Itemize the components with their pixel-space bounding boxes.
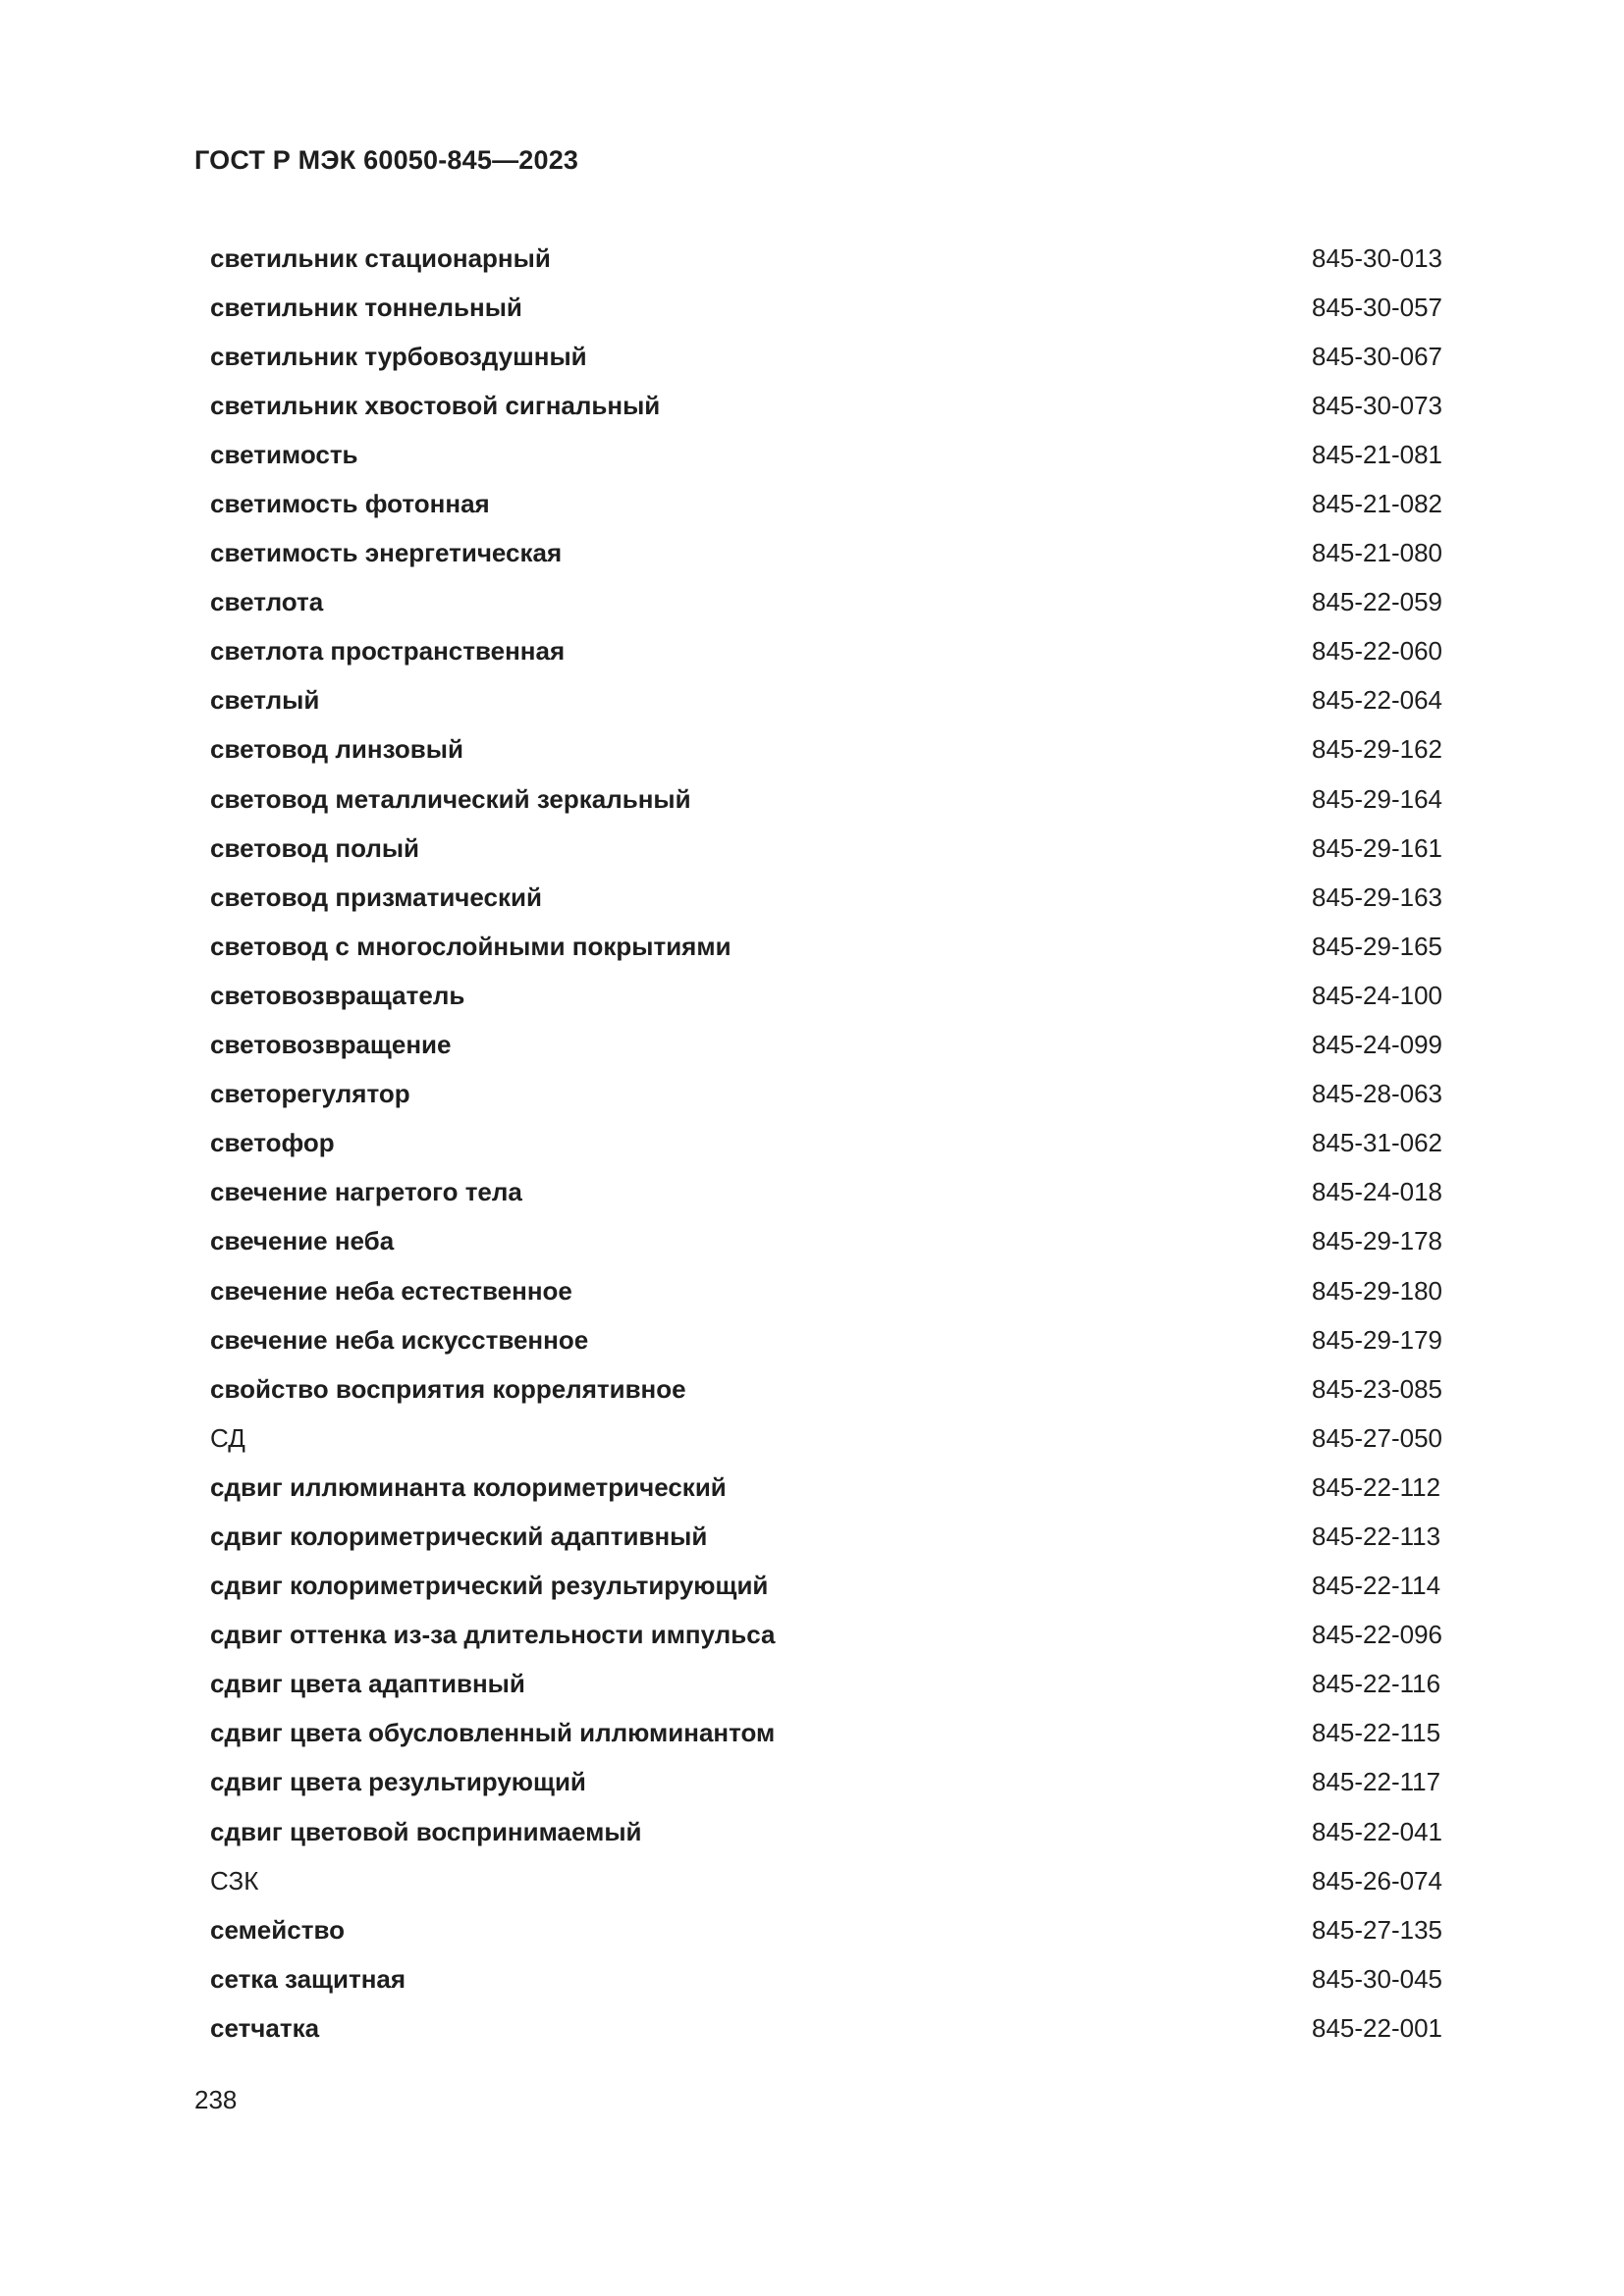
index-term: сдвиг колориметрический адаптивный (210, 1521, 708, 1551)
index-code: 845-29-163 (1312, 881, 1442, 912)
index-row (210, 824, 1449, 873)
index-term: светимость фотонная (210, 489, 490, 519)
index-row (210, 578, 1449, 627)
index-code: 845-30-013 (1312, 242, 1442, 273)
page-number: 238 (194, 2085, 238, 2114)
index-row (210, 479, 1449, 528)
index-code: 845-21-082 (1312, 489, 1442, 519)
index-code: 845-30-067 (1312, 341, 1442, 371)
index-term: световод металлический зеркальный (210, 783, 691, 814)
index-code: 845-30-045 (1312, 1963, 1442, 1994)
index-code: 845-22-060 (1312, 636, 1442, 667)
index-row (210, 1463, 1449, 1512)
index-term: СД (210, 1422, 245, 1453)
index-row (210, 971, 1449, 1020)
index-term: светлый (210, 685, 320, 716)
index-term: свечение неба искусственное (210, 1324, 589, 1355)
index-code: 845-24-018 (1312, 1177, 1442, 1207)
index-row (210, 332, 1449, 381)
index-code: 845-22-041 (1312, 1816, 1442, 1846)
index-code: 845-30-073 (1312, 390, 1442, 420)
index-code: 845-22-116 (1312, 1669, 1441, 1699)
index-code: 845-28-063 (1312, 1079, 1442, 1109)
index-row (210, 1070, 1449, 1119)
index-term: светлота (210, 587, 324, 617)
index-term: свечение неба (210, 1226, 395, 1256)
index-row (210, 1660, 1449, 1709)
index-term: сдвиг цвета обусловленный иллюминантом (210, 1718, 776, 1748)
index-term: светлота пространственная (210, 636, 566, 667)
index-row (210, 2003, 1449, 2053)
index-row (210, 234, 1449, 283)
index-code: 845-22-001 (1312, 2012, 1442, 2043)
index-term: семейство (210, 1914, 345, 1945)
index-row (210, 1905, 1449, 1954)
index-row (210, 1315, 1449, 1364)
index-term: светильник турбовоздушный (210, 341, 587, 371)
index-code: 845-27-050 (1312, 1422, 1442, 1453)
index-code: 845-29-161 (1312, 832, 1442, 863)
term-index-list (210, 234, 1449, 2053)
index-term: светимость энергетическая (210, 538, 563, 568)
page-header: ГОСТ Р МЭК 60050-845—2023 (194, 145, 579, 175)
index-code: 845-26-074 (1312, 1865, 1442, 1896)
index-code: 845-22-112 (1312, 1471, 1441, 1502)
index-term: световозвращение (210, 1030, 452, 1060)
index-code: 845-24-100 (1312, 980, 1442, 1010)
index-code: 845-29-164 (1312, 783, 1442, 814)
index-term: сдвиг цвета результирующий (210, 1767, 586, 1797)
index-term: светильник тоннельный (210, 292, 522, 322)
index-row (210, 627, 1449, 676)
index-row (210, 1758, 1449, 1807)
index-term: свечение неба естественное (210, 1275, 572, 1306)
index-row (210, 1562, 1449, 1611)
index-code: 845-29-179 (1312, 1324, 1442, 1355)
index-code: 845-29-165 (1312, 931, 1442, 961)
index-row (210, 1217, 1449, 1266)
index-row (210, 1168, 1449, 1217)
index-row (210, 1954, 1449, 2003)
index-term: световод с многослойными покрытиями (210, 931, 731, 961)
index-term: световод полый (210, 832, 420, 863)
index-code: 845-29-178 (1312, 1226, 1442, 1256)
index-term: светильник стационарный (210, 242, 551, 273)
index-term: светильник хвостовой сигнальный (210, 390, 661, 420)
index-row (210, 283, 1449, 332)
index-row (210, 1512, 1449, 1561)
index-code: 845-22-059 (1312, 587, 1442, 617)
index-code: 845-31-062 (1312, 1128, 1442, 1158)
index-row (210, 1119, 1449, 1168)
index-code: 845-30-057 (1312, 292, 1442, 322)
index-row (210, 725, 1449, 774)
index-term: сдвиг цвета адаптивный (210, 1669, 525, 1699)
index-code: 845-22-115 (1312, 1718, 1441, 1748)
index-code: 845-22-114 (1312, 1571, 1441, 1601)
index-row (210, 1266, 1449, 1315)
index-row (210, 1414, 1449, 1463)
index-term: свечение нагретого тела (210, 1177, 522, 1207)
index-code: 845-21-080 (1312, 538, 1442, 568)
index-code: 845-29-162 (1312, 734, 1442, 765)
index-row (210, 1807, 1449, 1856)
index-row (210, 676, 1449, 725)
index-term: сетка защитная (210, 1963, 406, 1994)
index-row (210, 1364, 1449, 1414)
index-code: 845-22-064 (1312, 685, 1442, 716)
index-term: светимость (210, 439, 358, 469)
index-term: сдвиг иллюминанта колориметрический (210, 1471, 727, 1502)
index-row (210, 1611, 1449, 1660)
index-term: сдвиг цветовой воспринимаемый (210, 1816, 642, 1846)
index-row (210, 922, 1449, 971)
index-row (210, 430, 1449, 479)
index-term: световозвращатель (210, 980, 465, 1010)
index-code: 845-21-081 (1312, 439, 1442, 469)
index-code: 845-23-085 (1312, 1373, 1442, 1404)
index-row (210, 1021, 1449, 1070)
index-term: световод призматический (210, 881, 542, 912)
index-row (210, 774, 1449, 824)
index-row (210, 1709, 1449, 1758)
index-row (210, 1856, 1449, 1905)
index-code: 845-27-135 (1312, 1914, 1442, 1945)
index-row (210, 381, 1449, 430)
index-term: световод линзовый (210, 734, 463, 765)
index-term: свойство восприятия коррелятивное (210, 1373, 686, 1404)
index-term: сдвиг оттенка из-за длительности импульса (210, 1620, 776, 1650)
index-code: 845-29-180 (1312, 1275, 1442, 1306)
index-code: 845-22-117 (1312, 1767, 1441, 1797)
index-code: 845-22-113 (1312, 1521, 1441, 1551)
index-row (210, 529, 1449, 578)
index-term: светофор (210, 1128, 335, 1158)
index-row (210, 873, 1449, 922)
index-term: светорегулятор (210, 1079, 410, 1109)
index-term: сдвиг колориметрический результирующий (210, 1571, 769, 1601)
index-term: сетчатка (210, 2012, 320, 2043)
index-code: 845-22-096 (1312, 1620, 1442, 1650)
index-code: 845-24-099 (1312, 1030, 1442, 1060)
index-term: СЗК (210, 1865, 259, 1896)
